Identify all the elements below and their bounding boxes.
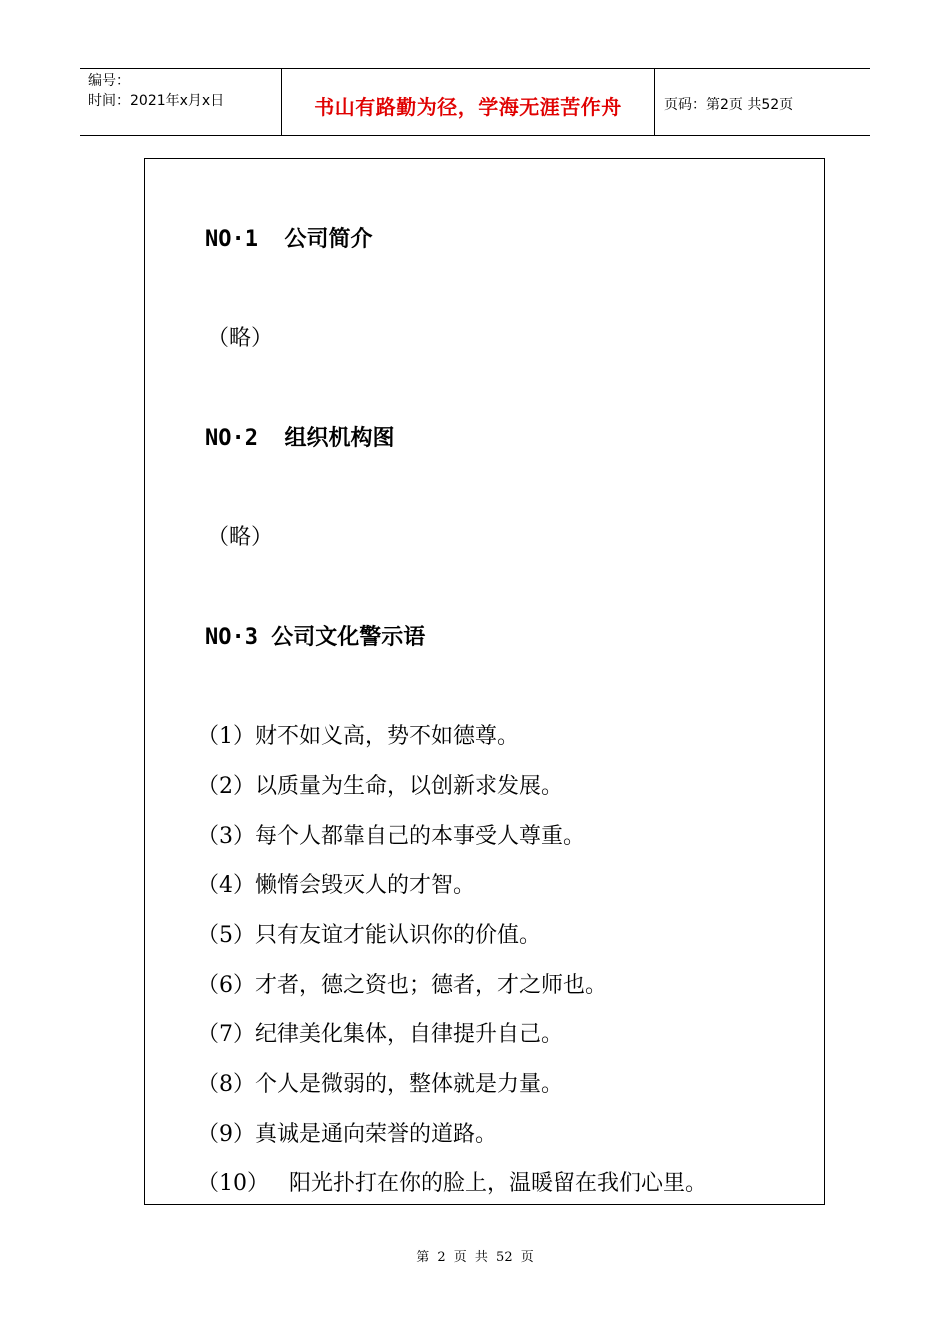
motto-number: （5）: [197, 923, 255, 948]
header-divider: [654, 69, 655, 135]
motto-text: 才者，德之资也；德者，才之师也。: [255, 973, 608, 998]
motto-item: [197, 819, 585, 850]
header-page-info: 页码：第2页 共52页: [664, 97, 794, 113]
section-label: NO·1: [205, 227, 285, 252]
motto-text: 阳光扑打在你的脸上，温暖留在我们心里。: [289, 1171, 708, 1196]
motto-number: （10）: [197, 1171, 269, 1196]
section-heading-2: [205, 421, 395, 452]
motto-text: 每个人都靠自己的本事受人尊重。: [255, 824, 586, 849]
motto-number: （2）: [197, 774, 255, 799]
motto-number: （7）: [197, 1022, 255, 1047]
motto-item: [197, 868, 475, 899]
motto-number: （6）: [197, 973, 255, 998]
motto-item: [197, 1017, 563, 1048]
motto-text: 财不如义高，势不如德尊。: [255, 724, 520, 749]
motto-number: （1）: [197, 724, 255, 749]
time-label: 时间：2021年x月x日: [88, 93, 225, 109]
page-header: [80, 68, 870, 136]
motto-item: [197, 1117, 497, 1148]
page-footer: 第 2 页 共 52 页: [416, 1250, 534, 1265]
motto-number: （8）: [197, 1072, 255, 1097]
motto-text: 以质量为生命，以创新求发展。: [255, 774, 564, 799]
motto-number: （9）: [197, 1122, 255, 1147]
header-motto: 书山有路勤为径，学海无涯苦作舟: [314, 95, 622, 119]
motto-text: 个人是微弱的，整体就是力量。: [255, 1072, 564, 1097]
motto-text: 纪律美化集体，自律提升自己。: [255, 1022, 564, 1047]
number-label: 编号：: [88, 73, 130, 89]
motto-number: （4）: [197, 873, 255, 898]
omitted-text: （略）: [207, 525, 274, 550]
motto-text: 懒惰会毁灭人的才智。: [255, 873, 476, 898]
motto-text: 只有友谊才能认识你的价值。: [255, 923, 542, 948]
section-heading-1: [205, 222, 373, 253]
motto-item: [197, 719, 519, 750]
section-title: 公司简介: [284, 227, 373, 252]
motto-item: [197, 918, 541, 949]
header-meta: [88, 71, 224, 111]
motto-number: （3）: [197, 824, 255, 849]
omitted-text: （略）: [207, 326, 274, 351]
section-title: 公司文化警示语: [271, 625, 426, 650]
motto-item: [197, 968, 607, 999]
content-box: [144, 158, 825, 1205]
section-title: 组织机构图: [284, 426, 395, 451]
motto-item: [197, 1166, 707, 1197]
section-label: NO·3: [205, 625, 272, 650]
motto-item: [197, 769, 563, 800]
motto-item: [197, 1067, 563, 1098]
section-heading-3: [205, 620, 425, 651]
motto-text: 真诚是通向荣誉的道路。: [255, 1122, 498, 1147]
section-label: NO·2: [205, 426, 285, 451]
